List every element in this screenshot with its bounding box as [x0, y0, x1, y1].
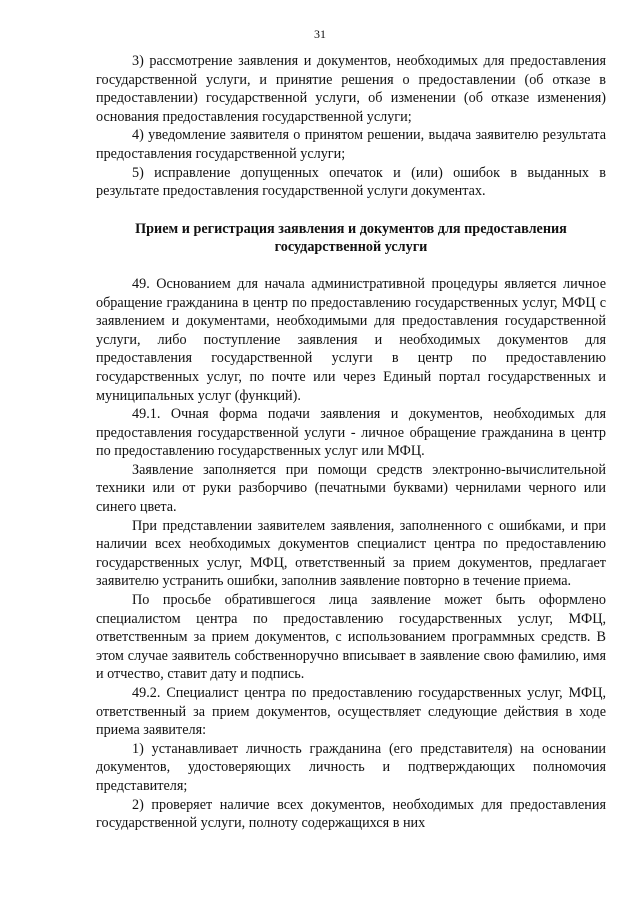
paragraph-specialist-filling: По просьбе обратившегося лица заявление может быть оформлено специалистом центра по предоставлению государственных услуг, МФЦ, ответственным за прием документов, с использованием программных средств. В этом случае заявитель собственноручно вписывает в заявление свою фамилию, имя и отчество, ставит дату и подпись.	[96, 592, 606, 683]
list-item-identity-check: 1) устанавливает личность гражданина (его представителя) на основании документов, удостоверяющих личность и подтверждающих полномочия представителя;	[96, 740, 606, 794]
list-item-3: 3) рассмотрение заявления и документов, необходимых для предоставления государственной услуги, и принятие решения о предоставлении (об отказе в предоставлении) государственной услуги, об изменении (об отказе изменения) основания предоставления государственной услуги;	[96, 53, 606, 125]
paragraph-application-filling: Заявление заполняется при помощи средств электронно-вычислительной техники или от руки разборчиво (печатными буквами) чернилами черного или синего цвета.	[96, 461, 606, 516]
paragraph-errors-correction: При представлении заявителем заявления, заполненного с ошибками, и при наличии всех необходимых документов специалист центра по предоставлению государственных услуг, МФЦ, ответственный за прием документов, предлагает заявителю устранить ошибки, заполнив заявление повторно в течение приема.	[96, 517, 606, 590]
paragraph-49-1: 49.1. Очная форма подачи заявления и документов, необходимых для предоставления государственной услуги - личное обращение гражданина в центр по предоставлению государственных услуг или МФЦ.	[96, 406, 606, 460]
list-item-4: 4) уведомление заявителя о принятом решении, выдача заявителю результата предоставления государственной услуги;	[96, 127, 606, 162]
page-number: 31	[314, 27, 326, 41]
list-item-5: 5) исправление допущенных опечаток и (или) ошибок в выданных в результате предоставления государственной услуги документах.	[96, 164, 606, 200]
document-body	[96, 52, 606, 833]
list-item-documents-check: 2) проверяет наличие всех документов, необходимых для предоставления государственной услуги, полноту содержащихся в них	[96, 796, 606, 832]
paragraph-49-2: 49.2. Специалист центра по предоставлению государственных услуг, МФЦ, ответственный за прием документов, осуществляет следующие действия в ходе приема заявителя:	[96, 685, 606, 739]
paragraph-49: 49. Основанием для начала административной процедуры является личное обращение гражданина в центр по предоставлению государственных услуг, МФЦ с заявлением и документами, необходимыми для предоставления государственной услуги, либо поступление заявления и необходимых документов для предоставления государственной услуги в центр по предоставлению государственных услуг, по почте или через Единый портал государственных и муниципальных услуг (функций).	[96, 275, 606, 404]
section-heading: Прием и регистрация заявления и документов для предоставления государственной услуги	[135, 220, 567, 256]
